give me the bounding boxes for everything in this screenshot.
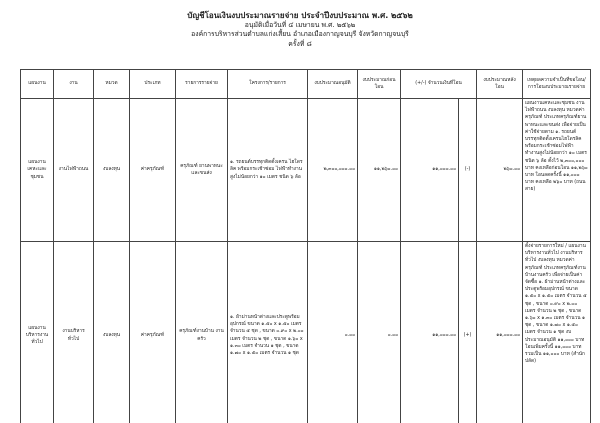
col-header-before: งบประมาณก่อนโอน [358, 70, 401, 99]
col-header-category: หมวด [94, 70, 130, 99]
cell-after: ๒๖๐.๐๐ [477, 99, 523, 242]
cell-type: ค่าครุภัณฑ์ [130, 242, 176, 423]
document-header [0, 11, 600, 49]
col-header-amount: (+/-) จำนวนเงินที่โอน [401, 70, 477, 99]
cell-approved: ๒,๓๐๐,๐๐๐.๐๐ [308, 99, 358, 242]
col-header-type: ประเภท [130, 70, 176, 99]
cell-plan: แผนงาน บริหารงาน ทั่วไป [21, 242, 54, 423]
col-header-project: โครงการ/รายการ [228, 70, 308, 99]
col-header-plan: แผนงาน [21, 70, 54, 99]
col-header-work: งาน [54, 70, 94, 99]
cell-before: ๑๑,๒๖๐.๐๐ [358, 99, 401, 242]
cell-reason: ตั้งจ่ายรายการใหม่ / แผนงานบริหารงานทั่วไป งานบริหารทั่วไป งบลงทุน หมวดค่าครุภัณฑ์ ประเภทครุภัณฑ์งานบ้านงานครัว เพื่อจ่ายเป็นค่าจัดซื้อ ๑. ผ้าม่านหน้าต่างและประตูพร้อมอุปกรณ์ ขนาด ๑.๕๐ x ๑.๕๐ เมตร จำนวน ๕ ชุด , ขนาด ๐.๙๐ x ๒.๐๐ เมตร จำนวน ๒ ชุด , ขนาด ๑.๖๐ x ๑.๓๐ เมตร จำนวน ๑ ชุด , ขนาด ๑.๗๐ x ๑.๕๐ เมตร จำนวน ๑ ชุด งบประมาณอนุมัติ ๑๑,๐๐๐ บาท โอนเพิ่มครั้งนี้ ๑๑,๐๐๐ บาท รวมเป็น ๑๑,๐๐๐ บาท (สำนักปลัด) [523, 242, 591, 423]
organization-name: องค์การบริหารส่วนตำบลแก่งเสี้ยน อำเภอเมืองกาญจนบุรี จังหวัดกาญจนบุรี [191, 30, 409, 38]
cell-expense: ครุภัณฑ์งานบ้าน งานครัว [176, 242, 228, 423]
col-header-after: งบประมาณหลังโอน [477, 70, 523, 99]
col-header-reason: เหตุผลความจำเป็นที่ขอโอน/การโอนงบประมาณรายจ่าย [523, 70, 591, 99]
cell-sign: (-) [459, 99, 477, 242]
cell-category: งบลงทุน [94, 242, 130, 423]
cell-category: งบลงทุน [94, 99, 130, 242]
document-title: บัญชีโอนเงินงบประมาณรายจ่าย ประจำปีงบประมาณ พ.ศ. ๒๕๖๒ [187, 11, 413, 20]
table-row [21, 242, 591, 423]
table-header-row [21, 70, 591, 99]
col-header-approved: งบประมาณอนุมัติ [308, 70, 358, 99]
cell-approved: ๐.๐๐ [308, 242, 358, 423]
cell-plan: แผนงาน เคหะและชุมชน [21, 99, 54, 242]
budget-transfer-table [20, 69, 591, 423]
cell-reason: แผนงานเคหะและชุมชน งานไฟฟ้าถนน งบลงทุน หมวดค่าครุภัณฑ์ ประเภทครุภัณฑ์ยานพาหนะและขนส่ง เพื่อจ่ายเป็นค่าใช้จ่ายตาม ๑. รถยนต์บรรทุกติดตั้งเครนไฮโดรลิค พร้อมกระเช้าซ่อมไฟฟ้า ทำงานสูงไม่น้อยกว่า ๑๐ เมตร ชนิด ๖ ล้อ ตั้งไว้ ๒,๓๐๐,๐๐๐ บาท คงเหลือก่อนโอน ๑๑,๒๖๐ บาท โอนลดครั้งนี้ ๑๑,๐๐๐ บาท คงเหลือ ๒๖๐ บาท (ถนนสาย) [523, 99, 591, 242]
cell-project: ๑. รถยนต์บรรทุกติดตั้งเครน ไฮโดรลิค พร้อมกระเช้าซ่อม ไฟฟ้าทำงานสูงไม่น้อยกว่า ๑๐ เมตร ชนิด ๖ ล้อ [228, 99, 308, 242]
cell-sign: (+) [459, 242, 477, 423]
col-header-expense: รายการรายจ่าย [176, 70, 228, 99]
cell-after: ๑๑,๐๐๐.๐๐ [477, 242, 523, 423]
cell-work: งานไฟฟ้าถนน [54, 99, 94, 242]
cell-project: ๑. ผ้าม่านหน้าต่างและประตูพร้อมอุปกรณ์ ขนาด ๑.๕๐ x ๑.๕๐ เมตร จำนวน ๕ ชุด , ขนาด ๐.๙๐ x ๒.๐๐ เมตร จำนวน ๒ ชุด , ขนาด ๑.๖๐ x ๑.๓๐ เมตร จำนวน ๑ ชุด , ขนาด ๑.๗๐ x ๑.๕๐ เมตร จำนวน ๑ ชุด [228, 242, 308, 423]
cell-type: ค่าครุภัณฑ์ [130, 99, 176, 242]
cell-work: งานบริหาร ทั่วไป [54, 242, 94, 423]
cell-expense: ครุภัณฑ์ ยานพาหนะ และขนส่ง [176, 99, 228, 242]
cell-amount: ๑๑,๐๐๐.๐๐ [401, 99, 459, 242]
approval-date: อนุมัติเมื่อวันที่ ๔ เมษายน พ.ศ. ๒๕๖๒ [244, 20, 356, 29]
cell-amount: ๑๑,๐๐๐.๐๐ [401, 242, 459, 423]
table-row [21, 99, 591, 242]
cell-before: ๐.๐๐ [358, 242, 401, 423]
transfer-round: ครั้งที่ ๘ [288, 39, 312, 48]
